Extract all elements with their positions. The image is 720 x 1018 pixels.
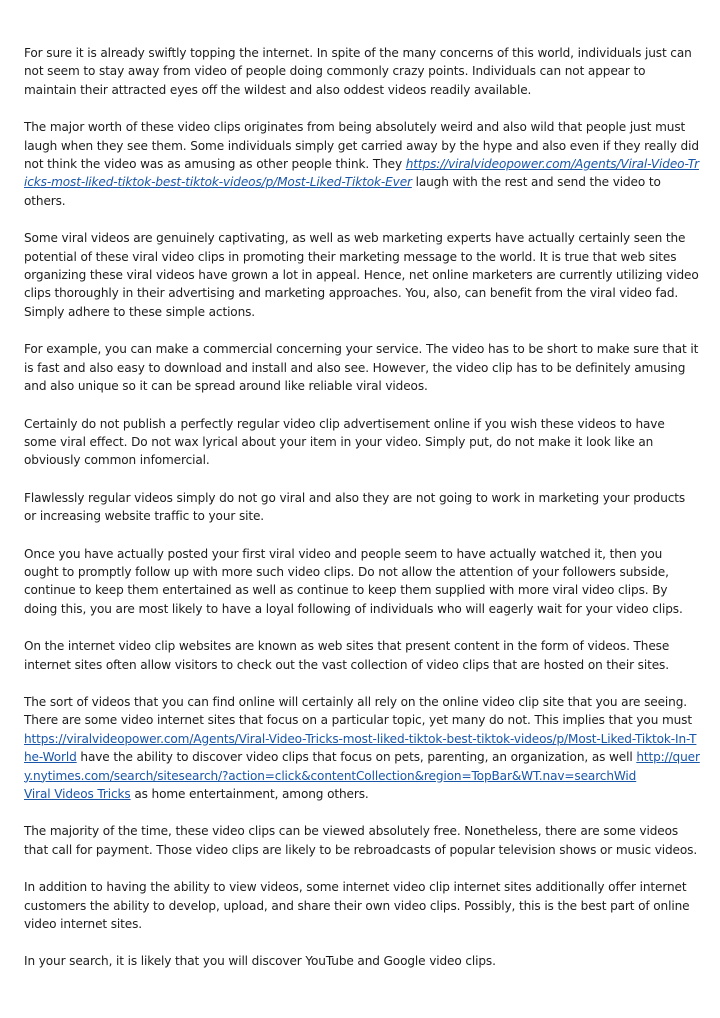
paragraph-3-text: Some viral videos are genuinely captivating, as well as web marketing experts have actually certainly seen the potential of these viral video clips in promoting their marketing message to the world. It is true that web sites organizing these viral videos have grown a lot in appeal. Hence, net online marketers are currently utilizing video clips thoroughly in their advertising and marketing approaches. You, also, can benefit from the viral video fad. Simply adhere to these simple actions. xyxy=(24,231,699,319)
paragraph-4-text: For example, you can make a commercial concerning your service. The video has to be short to make sure that it is fast and also easy to download and install and also see. However, the video clip has to be definitely amusing and also unique so it can be spread around like reliable viral videos. xyxy=(24,342,699,394)
viralvideopower-link-most-liked-world[interactable]: https://viralvideopower.com/Agents/Viral-Video-Tricks-most-liked-tiktok-best-tiktok-videos/p/Most-Liked-Tiktok-In-The-World xyxy=(24,731,697,765)
paragraph-5 xyxy=(24,415,700,470)
paragraph-1 xyxy=(24,44,700,99)
paragraph-6-text: Flawlessly regular videos simply do not go viral and also they are not going to work in marketing your products or increasing website traffic to your site. xyxy=(24,490,686,524)
paragraph-9-text-before: The sort of videos that you can find online will certainly all rely on the online video clip site that you are seeing. There are some video internet sites that focus on a particular topic, yet many do not. This implies that you must xyxy=(24,694,692,728)
paragraph-2-text-after: laugh with the rest and send the video to others. xyxy=(24,175,661,208)
paragraph-9-text-after: as home entertainment, among others. xyxy=(130,787,369,801)
paragraph-9 xyxy=(24,693,700,803)
viralvideopower-link-most-liked-ever[interactable]: https://viralvideopower.com/Agents/Viral-Video-Tricks-most-liked-tiktok-best-tiktok-videos/p/Most-Liked-Tiktok-Ever xyxy=(24,157,699,190)
paragraph-2 xyxy=(24,118,700,210)
paragraph-5-text: Certainly do not publish a perfectly regular video clip advertisement online if you wish these videos to have some viral effect. Do not wax lyrical about your item in your video. Simply put, do not make it look like an obviously common infomercial. xyxy=(24,416,665,468)
paragraph-8 xyxy=(24,637,700,674)
paragraph-11 xyxy=(24,878,700,933)
paragraph-6 xyxy=(24,489,700,526)
paragraph-10 xyxy=(24,822,700,859)
paragraph-12 xyxy=(24,952,700,970)
paragraph-3 xyxy=(24,229,700,321)
nytimes-search-link[interactable]: http://query.nytimes.com/search/sitesearch/?action=click&contentCollection&region=TopBar&WT.nav=searchWid xyxy=(24,750,700,783)
paragraph-7 xyxy=(24,545,700,619)
paragraph-11-text: In addition to having the ability to view videos, some internet video clip internet sites additionally offer internet customers the ability to develop, upload, and share their own video clips. Possibly, this is the best part of online video internet sites. xyxy=(24,880,690,932)
document-body xyxy=(24,44,700,990)
paragraph-12-text: In your search, it is likely that you will discover YouTube and Google video clips. xyxy=(24,954,496,969)
paragraph-2-text-before: The major worth of these video clips originates from being absolutely weird and also wild that people just must laugh when they see them. Some individuals simply get carried away by the hype and also even if they really did not think the video was as amusing as other people think. They xyxy=(24,120,699,172)
viral-videos-tricks-link[interactable]: Viral Videos Tricks xyxy=(24,787,131,801)
paragraph-7-text: Once you have actually posted your first viral video and people seem to have actually watched it, then you ought to promptly follow up with more such video clips. Do not allow the attention of your followers subside, continue to keep them entertained as well as continue to keep them supplied with more viral video clips. By doing this, you are most likely to have a loyal following of individuals who will eagerly wait for your video clips. xyxy=(24,546,683,616)
paragraph-4 xyxy=(24,340,700,395)
paragraph-1-text: For sure it is already swiftly topping the internet. In spite of the many concerns of this world, individuals just can not seem to stay away from video of people doing commonly crazy points. Individuals can not appear to maintain their attracted eyes off the wildest and also oddest videos readily available. xyxy=(24,46,692,97)
paragraph-8-text: On the internet video clip websites are known as web sites that present content in the form of videos. These internet sites often allow visitors to check out the vast collection of video clips that are hosted on their sites. xyxy=(24,639,670,672)
paragraph-10-text: The majority of the time, these video clips can be viewed absolutely free. Nonetheless, there are some videos that call for payment. Those video clips are likely to be rebroadcasts of popular television shows or music videos. xyxy=(24,824,698,857)
paragraph-9-text-middle: have the ability to discover video clips that focus on pets, parenting, an organization, as well xyxy=(76,750,637,765)
